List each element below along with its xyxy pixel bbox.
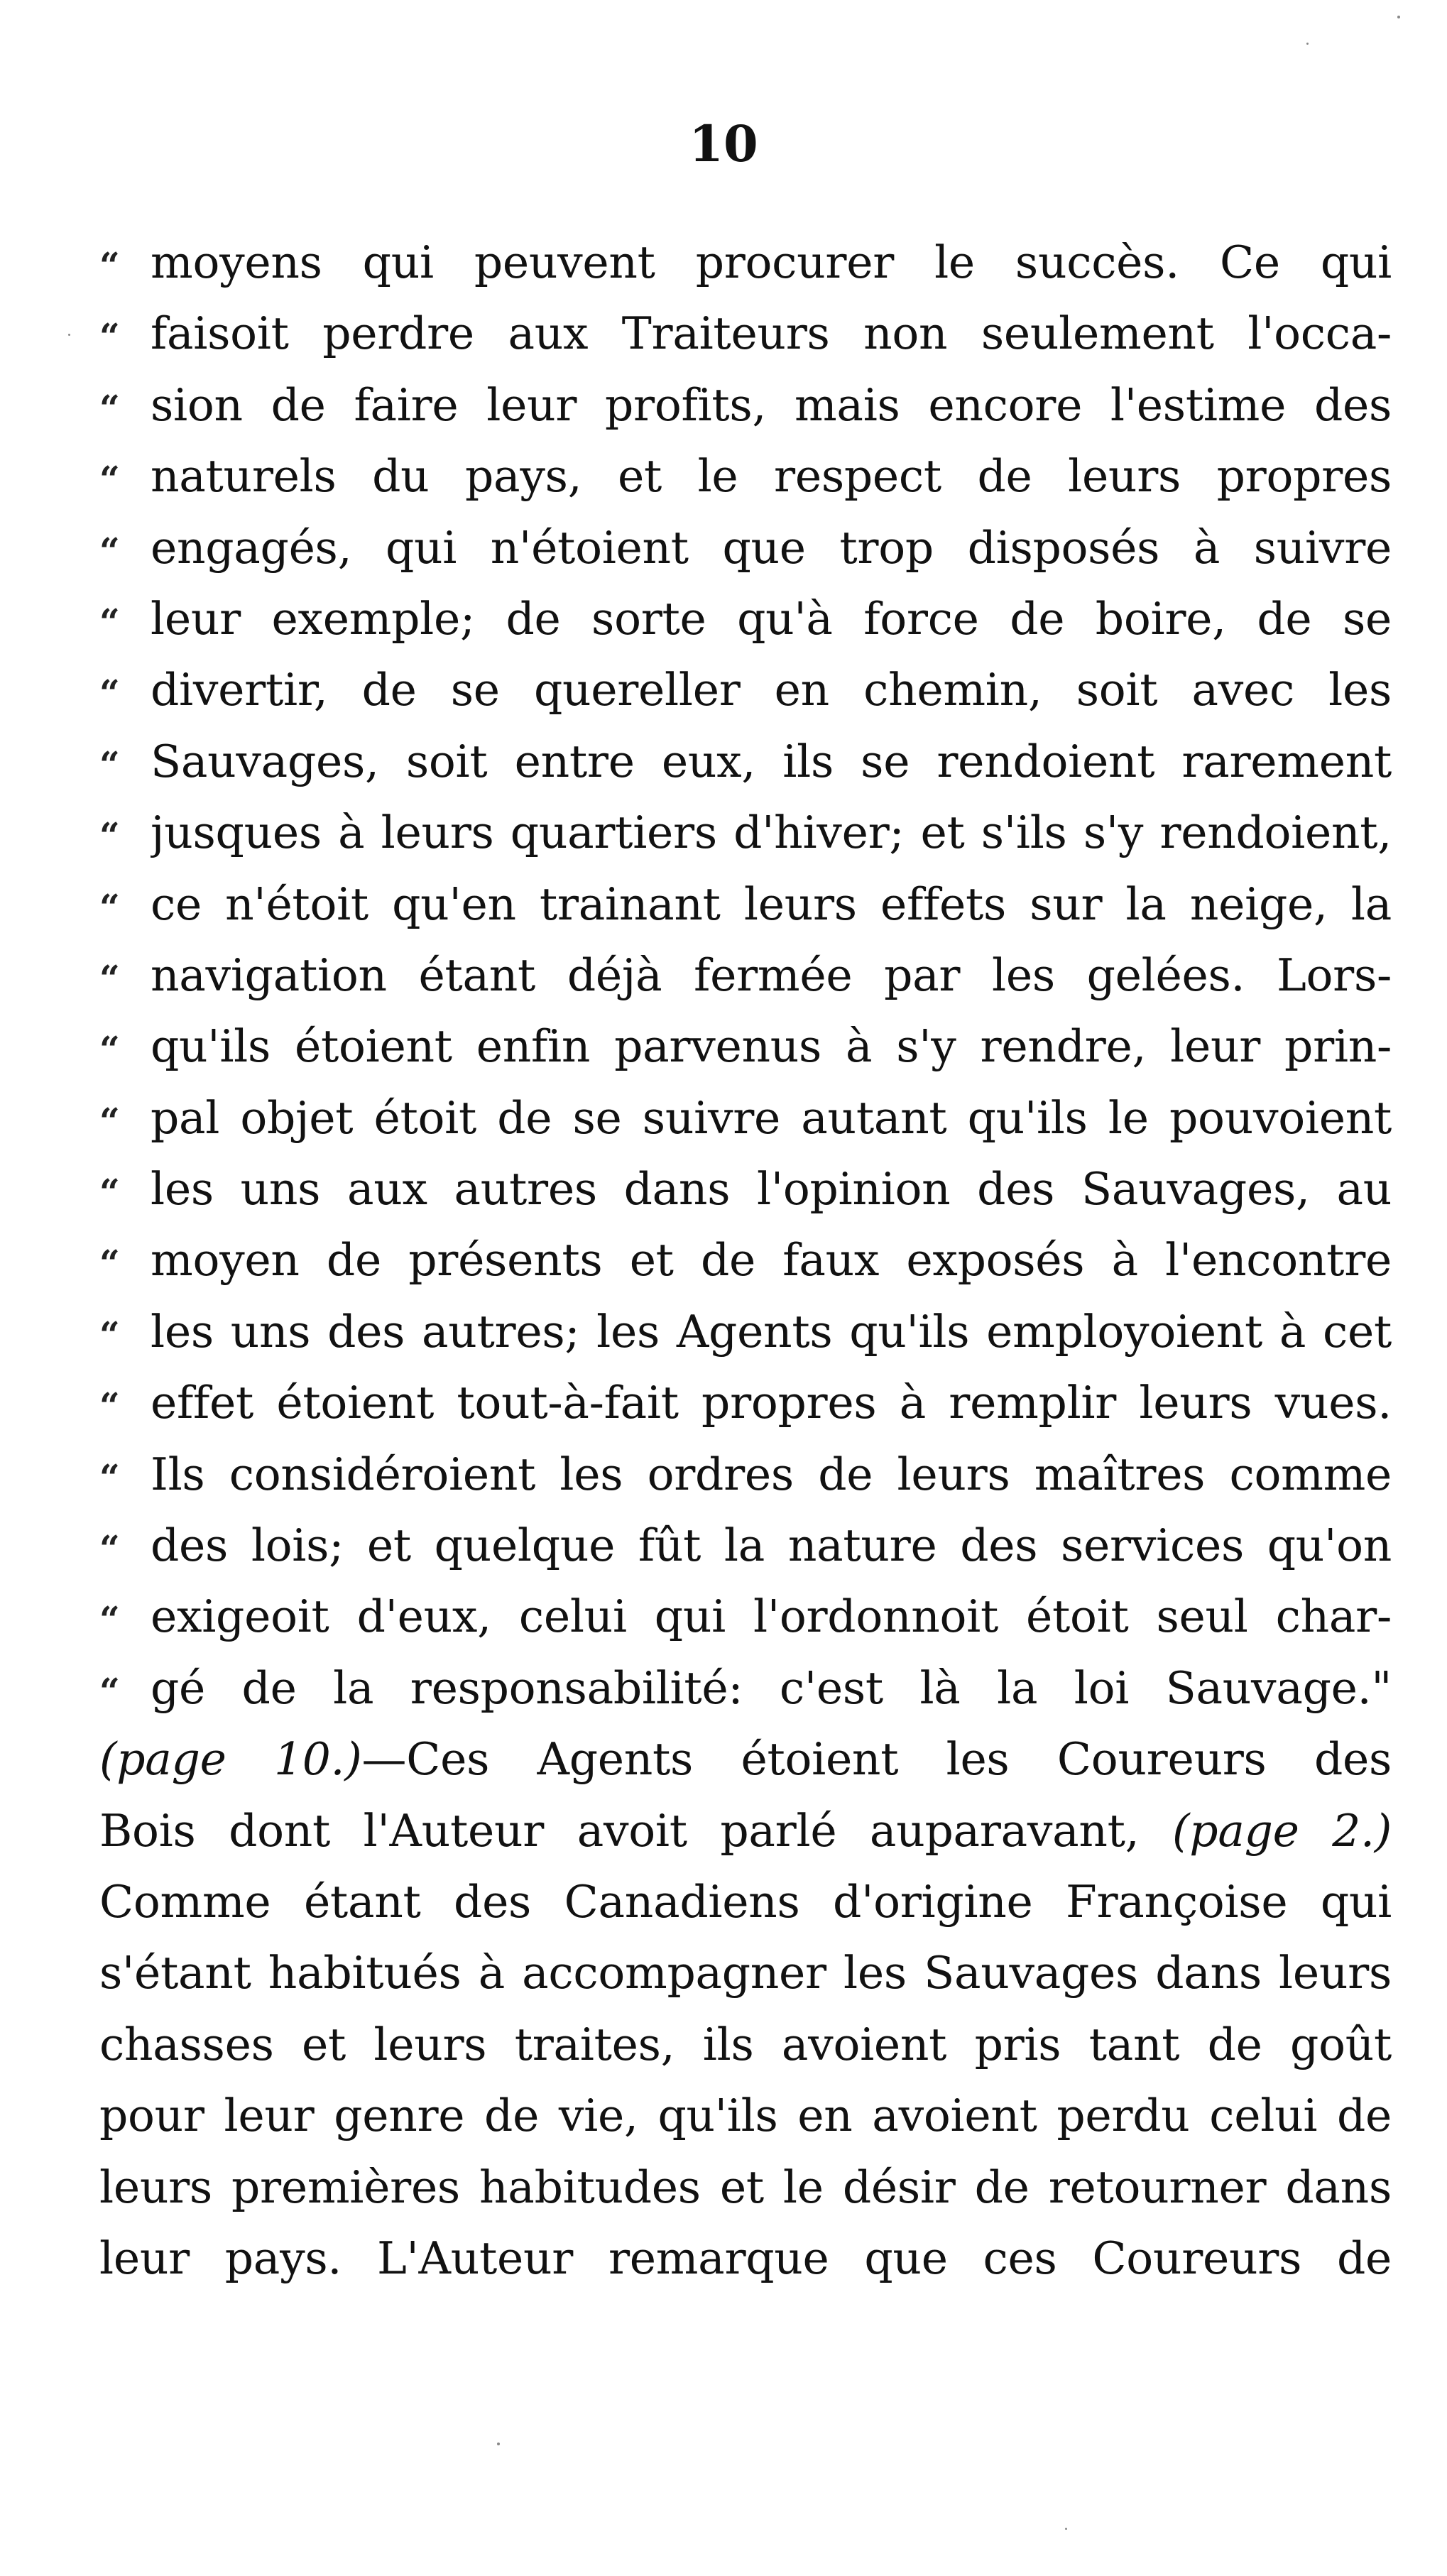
- scan-speck: [1065, 2528, 1067, 2530]
- quote-mark: “: [99, 814, 120, 857]
- quoted-line: [99, 1510, 1392, 1581]
- line-text: jusques à leurs quartiers d'hiver; et s'ils s'y rendoient,: [151, 807, 1392, 859]
- quoted-line: [99, 1011, 1392, 1082]
- quoted-line: [99, 1368, 1392, 1439]
- quote-mark: “: [99, 1385, 120, 1427]
- quoted-line: [99, 1297, 1392, 1368]
- quote-mark: “: [99, 1313, 120, 1355]
- line-text: divertir, de se quereller en chemin, soit avec les: [151, 664, 1392, 716]
- line-text: leurs premières habitudes et le désir de retourner dans: [99, 2161, 1392, 2213]
- line-text: sion de faire leur profits, mais encore l'estime des: [151, 378, 1392, 431]
- text-line: [99, 1724, 1392, 1795]
- quote-mark: “: [99, 244, 120, 286]
- quote-mark: “: [99, 1669, 120, 1712]
- line-text: [99, 1796, 1392, 1867]
- line-text: Comme étant des Canadiens d'origine Françoise qui: [99, 1875, 1392, 1928]
- quoted-line: [99, 584, 1392, 655]
- text-block: [99, 227, 1392, 2294]
- text-line: [99, 1938, 1392, 2009]
- quoted-line: [99, 726, 1392, 797]
- body-passage: [99, 1867, 1392, 2294]
- line-text: moyens qui peuvent procurer le succès. Ce qui: [151, 236, 1392, 288]
- quoted-line: [99, 797, 1392, 868]
- line-text: leur pays. L'Auteur remarque que ces Coureurs de: [99, 2232, 1392, 2284]
- line-text: pour leur genre de vie, qu'ils en avoient perdu celui de: [99, 2090, 1392, 2142]
- line-text: les uns des autres; les Agents qu'ils employoient à cet: [151, 1305, 1392, 1358]
- quoted-passage: [99, 227, 1392, 1724]
- scan-speck: [68, 334, 70, 336]
- quoted-line: [99, 441, 1392, 512]
- quote-mark: “: [99, 1028, 120, 1071]
- line-text: effet étoient tout-à-fait propres à remplir leurs vues.: [151, 1377, 1392, 1429]
- scan-speck: [1397, 16, 1400, 18]
- line-text: engagés, qui n'étoient que trop disposés à suivre: [151, 521, 1392, 574]
- quote-mark: “: [99, 600, 120, 643]
- quoted-line: [99, 655, 1392, 726]
- quoted-line: [99, 1225, 1392, 1296]
- quote-mark: “: [99, 885, 120, 928]
- line-text: chasses et leurs traites, ils avoient pris tant de goût: [99, 2018, 1392, 2070]
- quote-mark: “: [99, 1099, 120, 1142]
- quoted-line: [99, 1154, 1392, 1225]
- line-text: naturels du pays, et le respect de leurs propres: [151, 450, 1392, 503]
- quoted-line: [99, 1581, 1392, 1652]
- quoted-line: [99, 298, 1392, 369]
- quoted-line: [99, 869, 1392, 940]
- page-reference: (page 2.): [1172, 1804, 1392, 1857]
- quote-mark: “: [99, 1242, 120, 1284]
- quote-mark: “: [99, 956, 120, 999]
- quote-mark: “: [99, 1598, 120, 1641]
- quoted-line: [99, 513, 1392, 584]
- line-text: exigeoit d'eux, celui qui l'ordonnoit étoit seul char-: [151, 1590, 1392, 1643]
- line-text: ce n'étoit qu'en trainant leurs effets sur la neige, la: [151, 878, 1392, 930]
- line-text: des lois; et quelque fût la nature des services qu'on: [151, 1519, 1392, 1572]
- quoted-line: [99, 227, 1392, 298]
- quoted-line: [99, 370, 1392, 441]
- line-text: leur exemple; de sorte qu'à force de boire, de se: [151, 592, 1392, 645]
- line-start: Bois dont l'Auteur avoit parlé auparavant,: [99, 1804, 1140, 1857]
- line-text: les uns aux autres dans l'opinion des Sauvages, au: [151, 1163, 1392, 1216]
- quote-mark: “: [99, 743, 120, 785]
- scan-speck: [1306, 43, 1309, 45]
- scan-speck: [497, 2443, 500, 2445]
- quote-mark: “: [99, 458, 120, 501]
- line-text: [99, 1724, 1392, 1795]
- text-line: [99, 2223, 1392, 2294]
- line-text: s'étant habitués à accompagner les Sauvages dans leurs: [99, 1947, 1392, 1999]
- quote-mark: “: [99, 315, 120, 358]
- text-line: [99, 2009, 1392, 2080]
- text-line: [99, 1867, 1392, 1938]
- line-text: Ils considéroient les ordres de leurs maîtres comme: [151, 1448, 1392, 1500]
- text-line: [99, 2152, 1392, 2223]
- quote-mark: “: [99, 1456, 120, 1498]
- line-continuation: —Ces Agents étoient les Coureurs des: [361, 1733, 1392, 1786]
- quote-mark: “: [99, 1171, 120, 1213]
- line-text: Sauvages, soit entre eux, ils se rendoient rarement: [151, 735, 1392, 787]
- quoted-line: [99, 940, 1392, 1011]
- line-text: moyen de présents et de faux exposés à l'encontre: [151, 1234, 1392, 1287]
- quote-mark: “: [99, 386, 120, 429]
- quote-mark: “: [99, 1527, 120, 1570]
- line-text: navigation étant déjà fermée par les gelées. Lors-: [151, 949, 1392, 1001]
- line-text: gé de la responsabilité: c'est là la loi Sauvage.": [151, 1661, 1392, 1714]
- quoted-line: [99, 1083, 1392, 1154]
- text-line: [99, 1796, 1392, 1867]
- quoted-line: [99, 1439, 1392, 1510]
- quote-mark: “: [99, 672, 120, 714]
- quote-mark: “: [99, 529, 120, 572]
- text-line: [99, 2080, 1392, 2151]
- line-text: qu'ils étoient enfin parvenus à s'y rendre, leur prin-: [151, 1020, 1392, 1073]
- page-number: 10: [689, 114, 758, 173]
- line-text: pal objet étoit de se suivre autant qu'ils le pouvoient: [151, 1091, 1392, 1144]
- line-text: faisoit perdre aux Traiteurs non seulement l'occa-: [151, 307, 1392, 360]
- page-reference: (page 10.): [99, 1733, 362, 1786]
- quoted-line: [99, 1653, 1392, 1724]
